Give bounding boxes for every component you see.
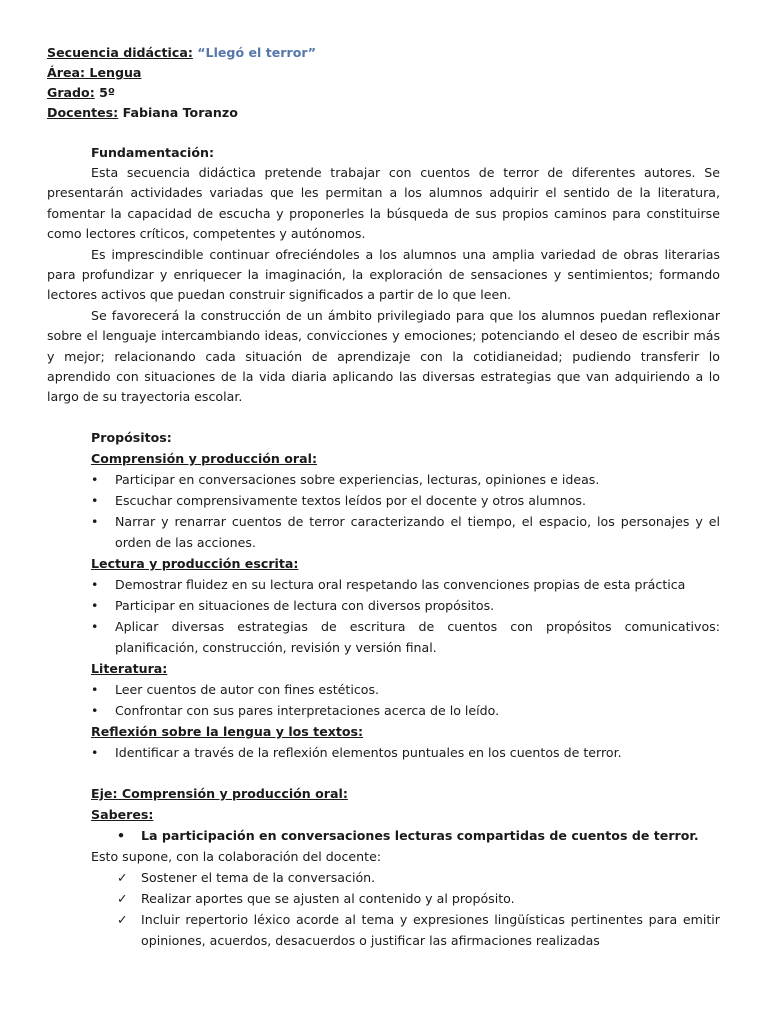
docentes-label: Docentes: — [47, 105, 119, 120]
list-item: • Participar en situaciones de lectura con diversos propósitos. — [91, 595, 720, 616]
saberes-heading: Saberes: — [91, 806, 154, 822]
fundamentacion-paragraph-3: Se favorecerá la construcción de un ámbito privilegiado para que los alumnos puedan reflexionar sobre el lenguaje intercambiando ideas, convicciones y emociones; potenciando el deseo de escribir más y mejor; relacionando cada situación de aprendizaje con la cotidianeidad; pudiendo transferir lo aprendido con situaciones de la vida diaria aplicando las diversas estrategias que van adquiriendo a lo largo de su trayectoria escolar. — [47, 307, 720, 405]
grado-line — [47, 83, 720, 103]
saberes-list — [47, 825, 720, 846]
grado-value: 5º — [99, 85, 116, 100]
list-item: • Participar en conversaciones sobre experiencias, lecturas, opiniones e ideas. — [91, 469, 720, 490]
bullet-icon: • — [91, 576, 99, 592]
literatura-heading: Literatura: — [91, 660, 168, 676]
area-label: Área: Lengua — [47, 65, 142, 80]
header-block — [47, 43, 720, 123]
lectura-heading: Lectura y producción escrita: — [91, 555, 299, 571]
secuencia-label: Secuencia didáctica: — [47, 45, 193, 60]
bullet-icon: • — [91, 471, 99, 487]
secuencia-title: “Llegó el terror” — [197, 45, 317, 60]
check-icon: ✓ — [117, 890, 128, 906]
lectura-list — [47, 574, 720, 658]
list-item: • Aplicar diversas estrategias de escritura de cuentos con propósitos comunicativos: planificación, construcción, revisión y versión final. — [91, 616, 720, 658]
comprension-heading: Comprensión y producción oral: — [91, 450, 317, 466]
supone-text: Esto supone, con la colaboración del docente: — [91, 848, 382, 864]
bullet-icon: • — [91, 702, 99, 718]
bullet-icon: • — [91, 492, 99, 508]
propositos-title: Propósitos: — [91, 429, 172, 445]
bullet-icon: • — [91, 681, 99, 697]
list-item: • Leer cuentos de autor con fines estéticos. — [91, 679, 720, 700]
fundamentacion-paragraph-2: Es imprescindible continuar ofreciéndoles a los alumnos una amplia variedad de obras literarias para profundizar y enriquecer la imaginación, la exploración de sensaciones y sentimientos; formando lectores activos que puedan construir significados a partir de lo que leen. — [47, 246, 720, 303]
reflexion-heading: Reflexión sobre la lengua y los textos: — [91, 723, 364, 739]
bullet-icon: • — [91, 513, 99, 529]
bullet-icon: • — [117, 827, 126, 843]
area-line — [47, 63, 720, 83]
list-item: • Escuchar comprensivamente textos leídos por el docente y otros alumnos. — [91, 490, 720, 511]
secuencia-line — [47, 43, 720, 63]
bullet-icon: • — [91, 744, 99, 760]
reflexion-list — [47, 742, 720, 763]
bullet-icon: • — [91, 597, 99, 613]
bullet-icon: • — [91, 618, 99, 634]
literatura-list — [47, 679, 720, 721]
list-item: ✓ Realizar aportes que se ajusten al contenido y al propósito. — [117, 888, 720, 909]
list-item: • Narrar y renarrar cuentos de terror caracterizando el tiempo, el espacio, los personajes y el orden de las acciones. — [91, 511, 720, 553]
checks-list — [47, 867, 720, 951]
list-item: ✓ Incluir repertorio léxico acorde al tema y expresiones lingüísticas pertinentes para emitir opiniones, acuerdos, desacuerdos o justificar las afirmaciones realizadas — [117, 909, 720, 951]
grado-label: Grado: — [47, 85, 95, 100]
docentes-value: Fabiana Toranzo — [122, 105, 238, 120]
list-item: • Demostrar fluidez en su lectura oral respetando las convenciones propias de esta práctica — [91, 574, 720, 595]
list-item: • La participación en conversaciones lecturas compartidas de cuentos de terror. — [117, 825, 720, 846]
comprension-list — [47, 469, 720, 553]
check-icon: ✓ — [117, 869, 128, 885]
check-icon: ✓ — [117, 911, 128, 927]
eje-heading: Eje: Comprensión y producción oral: — [91, 785, 348, 801]
list-item: ✓ Sostener el tema de la conversación. — [117, 867, 720, 888]
list-item: • Confrontar con sus pares interpretaciones acerca de lo leído. — [91, 700, 720, 721]
docentes-line — [47, 103, 720, 123]
list-item: • Identificar a través de la reflexión elementos puntuales en los cuentos de terror. — [91, 742, 720, 763]
fundamentacion-paragraph-1: Esta secuencia didáctica pretende trabajar con cuentos de terror de diferentes autores. Se presentarán actividades variadas que les permitan a los alumnos adquirir el sentido de la literatura, fomentar la capacidad de escucha y proponerles la búsqueda de sus propios caminos para constituirse como lectores críticos, competentes y autónomos. — [47, 165, 720, 242]
fundamentacion-title: Fundamentación: — [91, 145, 215, 160]
